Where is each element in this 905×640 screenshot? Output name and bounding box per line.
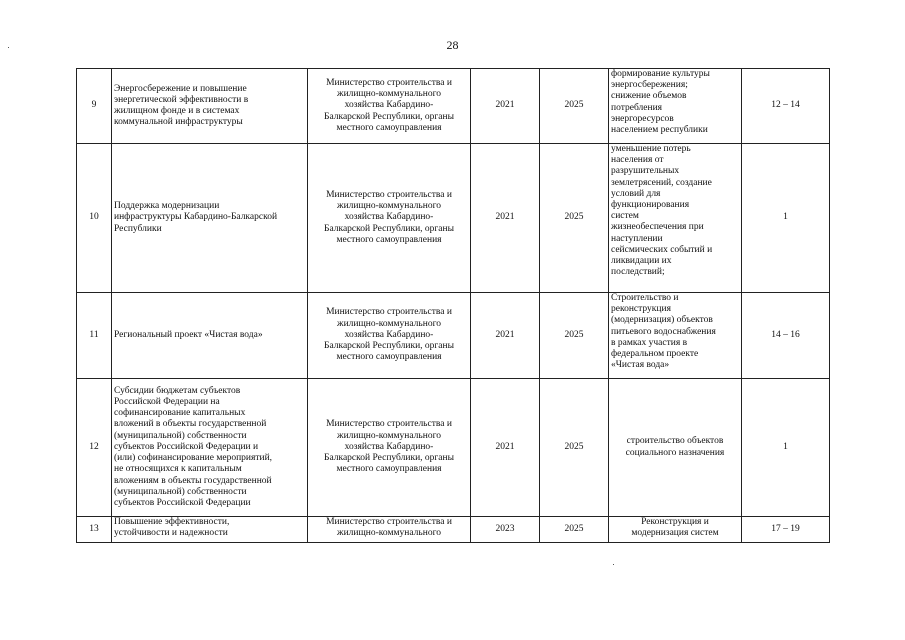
indicator-numbers: 14 – 16 xyxy=(742,293,830,379)
expected-result: формирование культуры энергосбережения; снижение объемов потребления энергоресурсов населением республики xyxy=(611,69,710,136)
table-row xyxy=(77,293,830,379)
program-activities-table xyxy=(76,68,830,543)
indicator-numbers: 1 xyxy=(742,144,830,293)
row-number: 12 xyxy=(77,379,112,517)
table-row xyxy=(77,517,830,543)
end-year: 2025 xyxy=(540,69,609,144)
activity-name: Субсидии бюджетам субъектов Российской Федерации на софинансирование капитальных вложений в объекты государственной (муниципальной) собственности субъектов Российской Федерации и (или) софинансирование мероприятий, не относящихся к капитальным вложениям в объекты государственной (муниципальной) собственности субъектов Российской Федерации xyxy=(114,385,273,508)
row-number: 10 xyxy=(77,144,112,293)
end-year: 2025 xyxy=(540,293,609,379)
start-year: 2021 xyxy=(471,144,540,293)
end-year: 2025 xyxy=(540,379,609,517)
expected-result: Строительство и реконструкция (модернизация) объектов питьевого водоснабжения в рамках участия в федеральном проекте «Чистая вода» xyxy=(611,293,716,371)
activity-name: Энергосбережение и повышение энергетической эффективности в жилищном фонде и в системах коммунальной инфраструктуры xyxy=(114,83,249,128)
table-row xyxy=(77,69,830,144)
scan-speck xyxy=(8,47,9,48)
start-year: 2023 xyxy=(471,517,540,543)
expected-result: уменьшение потерь населения от разрушительных землетрясений, создание условий для функционирования систем жизнеобеспечения при наступлении сейсмических событий и ликвидации их последствий; xyxy=(611,144,713,278)
row-number: 13 xyxy=(77,517,112,543)
activity-name: Поддержка модернизации инфраструктуры Кабардино-Балкарской Республики xyxy=(114,201,278,234)
expected-result: Реконструкция и модернизация систем xyxy=(631,517,719,539)
start-year: 2021 xyxy=(471,293,540,379)
row-number: 11 xyxy=(77,293,112,379)
start-year: 2021 xyxy=(471,379,540,517)
expected-result: строительство объектов социального назначения xyxy=(625,436,725,458)
executor: Министерство строительства и жилищно-коммунального xyxy=(326,517,452,539)
indicator-numbers: 12 – 14 xyxy=(742,69,830,144)
scan-speck xyxy=(613,564,614,565)
executor: Министерство строительства и жилищно-коммунального хозяйства Кабардино- Балкарской Республики, органы местного самоуправления xyxy=(324,189,454,245)
end-year: 2025 xyxy=(540,517,609,543)
indicator-numbers: 17 – 19 xyxy=(742,517,830,543)
table-row xyxy=(77,144,830,293)
table-row xyxy=(77,379,830,517)
page-number: 28 xyxy=(446,38,459,52)
row-number: 9 xyxy=(77,69,112,144)
executor: Министерство строительства и жилищно-коммунального хозяйства Кабардино- Балкарской Республики, органы местного самоуправления xyxy=(324,77,454,133)
activity-name: Повышение эффективности, устойчивости и надежности xyxy=(114,517,230,539)
indicator-numbers: 1 xyxy=(742,379,830,517)
executor: Министерство строительства и жилищно-коммунального хозяйства Кабардино- Балкарской Республики, органы местного самоуправления xyxy=(324,419,454,475)
end-year: 2025 xyxy=(540,144,609,293)
start-year: 2021 xyxy=(471,69,540,144)
activity-name: Региональный проект «Чистая вода» xyxy=(114,329,263,340)
executor: Министерство строительства и жилищно-коммунального хозяйства Кабардино- Балкарской Республики, органы местного самоуправления xyxy=(324,307,454,363)
